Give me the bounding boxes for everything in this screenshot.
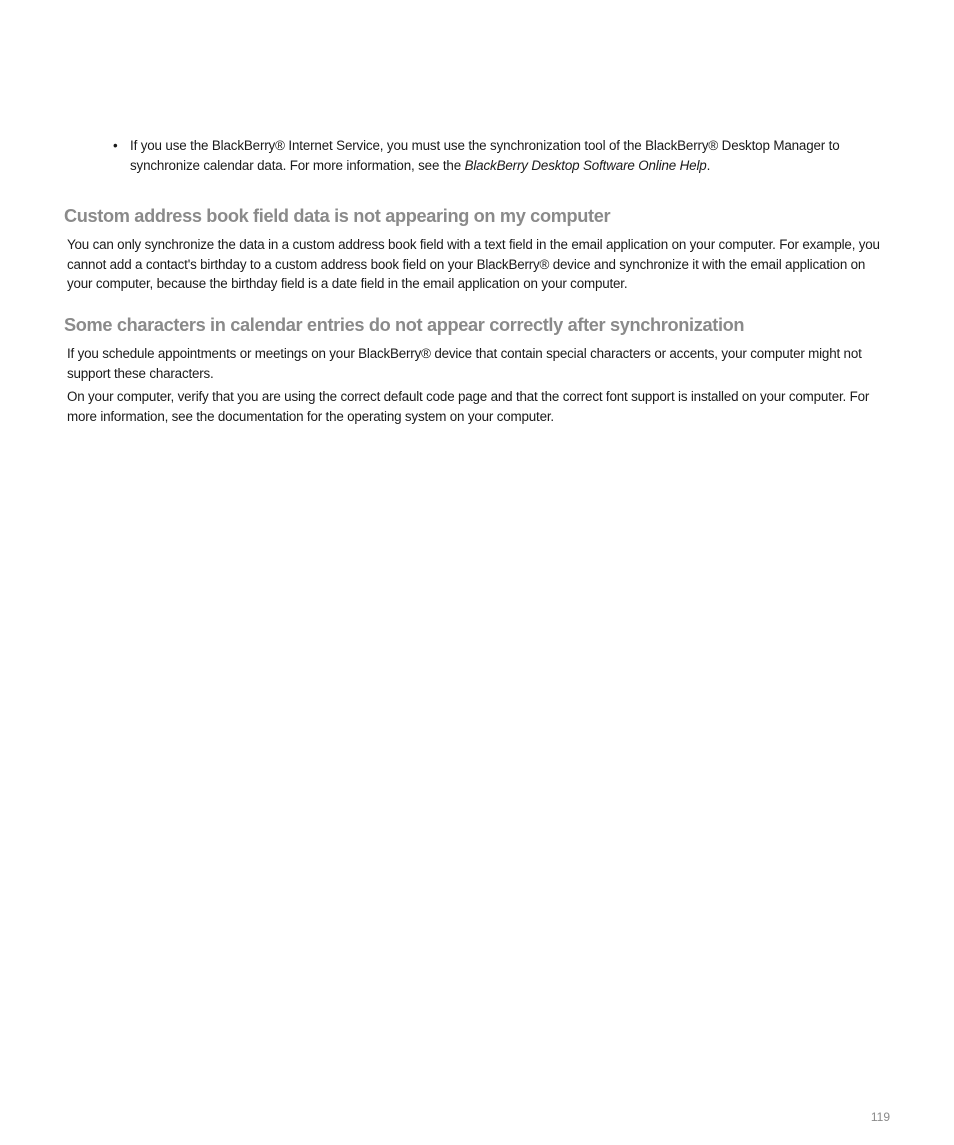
heading-custom-address-book: Custom address book field data is not appearing on my computer [64,206,611,226]
page-number: 119 [870,1110,890,1124]
paragraph-special-characters: If you schedule appointments or meetings on your BlackBerry® device that contain special characters or accents, your computer might not support these characters. [67,346,862,381]
paragraph-code-page: On your computer, verify that you are using the correct default code page and that the correct font support is installed on your computer. For more information, see the documentation for the operating system on your computer. [67,389,870,424]
bullet-text-main: If you use the BlackBerry® Internet Service, you must use the synchronization tool of the BlackBerry® Desktop Manager to synchronize calendar data. For more information, see the [130,138,840,173]
bullet-item-internet-service [113,136,883,175]
help-reference: BlackBerry Desktop Software Online Help [464,157,707,173]
bullet-marker: • [113,138,118,153]
bullet-text [130,136,883,175]
bullet-text-end: . [706,157,711,173]
heading-calendar-characters: Some characters in calendar entries do not appear correctly after synchronization [64,315,745,335]
paragraph-custom-address-book: You can only synchronize the data in a custom address book field with a text field in the email application on your computer. For example, you cannot add a contact's birthday to a custom address book field on your BlackBerry® device and synchronize it with the email application on your computer, because the birthday field is a date field in the email application on your computer. [67,237,880,291]
